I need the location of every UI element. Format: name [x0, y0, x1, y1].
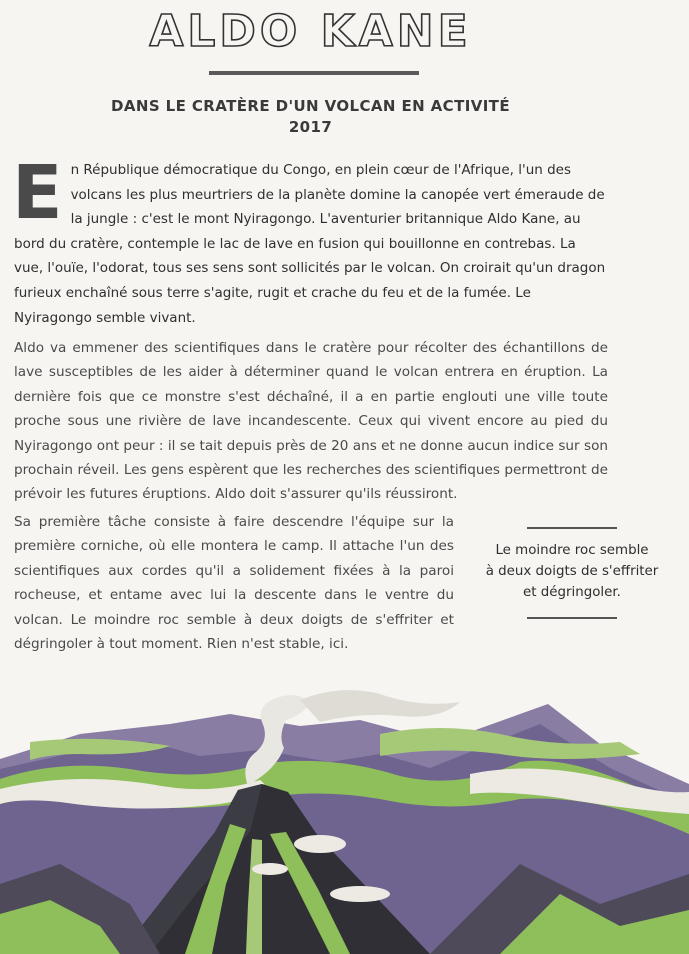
pull-quote [468, 540, 676, 603]
pullquote-rule [527, 617, 617, 619]
pullquote-rule [527, 527, 617, 529]
intro-paragraph [12, 150, 608, 330]
chapter-subtitle [0, 96, 621, 138]
subtitle-line: DANS LE CRATÈRE D'UN VOLCAN EN ACTIVITÉ [111, 97, 510, 115]
pull-quote-line: et dégringoler. [523, 585, 621, 600]
subtitle-year: 2017 [288, 118, 333, 136]
intro-text: n République démocratique du Congo, en plein cœur de l'Afrique, l'un des volcans les plus meurtriers de la planète domine la canopée vert émeraude de la jungle : c'est le mont Nyiragongo. L'aventurier britannique Aldo Kane, au bord du cratère, contemple le lac de lave en fusion qui bouillonne en contrebas. La vue, l'ouïe, l'odorat, tous ses sens sont sollicités par le volcan. On croirait qu'un dragon furieux enchaîné sous terre s'agite, rugit et crache du feu et de la fumée. Le Nyiragongo semble vivant. [14, 162, 606, 326]
page-title: ALDO KANE [149, 6, 472, 57]
pull-quote-line: Le moindre roc semble [495, 543, 649, 558]
body-paragraph: Aldo va emmener des scientifiques dans le cratère pour récolter des échantillons de lave susceptibles de les aider à déterminer quand le volcan entrera en éruption. La dernière fois que ce monstre s'est déchaîné, il a en partie englouti une ville toute proche sous une rivière de lave incandescente. Ceux qui vivent encore au pied du Nyiragongo ont peur : il se tait depuis près de 20 ans et ne donne aucun indice sur son prochain réveil. Les gens espèrent que les recherches des scientifiques permettront de prévoir les futures éruptions. Aldo doit s'assurer qu'ils réussiront. [14, 340, 608, 503]
volcano-landscape-icon [0, 664, 689, 954]
body-paragraph: Sa première tâche consiste à faire descendre l'équipe sur la première corniche, où elle montera le camp. Il attache l'un des scientifiques aux cordes qu'il a solidement fixées à la paroi rocheuse, et entame avec lui la descente dans le ventre du volcan. Le moindre roc semble à deux doigts de s'effriter et dégringoler à tout moment. Rien n'est stable, ici. [14, 514, 454, 653]
drop-cap: E [12, 150, 63, 236]
pull-quote-line: à deux doigts de s'effriter [485, 564, 659, 579]
title-underline [209, 71, 419, 75]
